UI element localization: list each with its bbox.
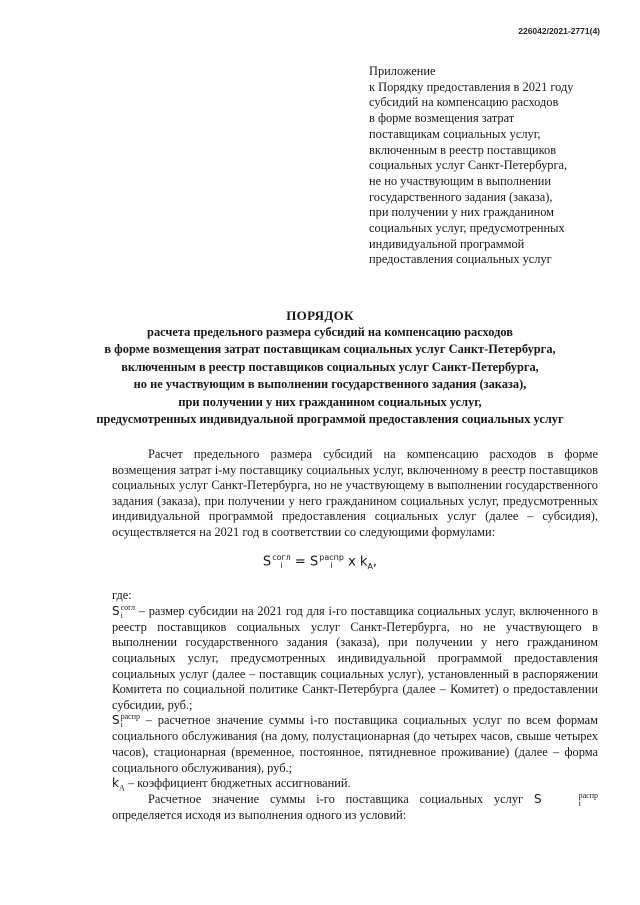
subtitle-line: в форме возмещения затрат поставщикам социальных услуг Санкт-Петербурга,	[104, 342, 556, 357]
subtitle-line: включенным в реестр поставщиков социальных услуг Санкт-Петербурга,	[121, 359, 539, 374]
final-symbol: S	[533, 791, 542, 806]
subtitle-line: предусмотренных индивидуальной программой предоставления социальных услуг	[96, 412, 564, 427]
formula-eq: =	[290, 554, 310, 570]
formula-rhs-sup: распр	[319, 553, 344, 562]
appendix-line: в форме возмещения затрат	[369, 111, 515, 126]
appendix-line: индивидуальной программой	[369, 236, 525, 251]
subtitle-line: при получении у них гражданином социальных услуг,	[178, 394, 482, 409]
formula-coef-sub: A	[367, 562, 373, 572]
def-sogl-sup: согл	[120, 602, 136, 612]
formula-lhs-symbol: S	[262, 554, 272, 570]
final-sub: i	[578, 799, 581, 808]
def-sogl-sub: i	[120, 610, 123, 620]
subtitle-line: но не участвующим в выполнении государственного задания (заказа),	[133, 377, 527, 392]
final-sup: распр	[578, 791, 598, 800]
formula-lhs-sup: согл	[272, 553, 291, 562]
document-subtitle	[60, 324, 600, 428]
intro-block	[112, 447, 598, 541]
appendix-line: государственного задания (заказа),	[369, 189, 553, 204]
formula-times: x	[348, 554, 356, 570]
def-raspr-sub: i	[120, 720, 123, 730]
appendix-header	[369, 64, 619, 268]
appendix-line: субсидий на компенсацию расходов	[369, 95, 559, 110]
main-formula	[0, 554, 640, 570]
final-text-end: определяется исходя из выполнения одного из условий:	[112, 808, 407, 822]
appendix-line: включенным в реестр поставщиков	[369, 142, 557, 157]
def-raspr-symbol: S	[112, 713, 120, 728]
definition-k	[112, 776, 598, 792]
def-raspr-sup: распр	[120, 712, 141, 722]
def-raspr-text: – расчетное значение суммы i-го поставщика социальных услуг по всем формам социального обслуживания (на дому, полустационарная (до четырех часов, свыше четырех часов), стационарная (временное, постоянное, пятидневное проживание) (далее – форма социального обслуживания), руб.;	[112, 713, 598, 775]
where-label: где:	[112, 588, 132, 602]
document-number: 226042/2021-2771(4)	[518, 26, 600, 36]
definition-s-raspr	[112, 713, 598, 776]
def-k-text: – коэффициент бюджетных ассигнований.	[124, 776, 351, 791]
intro-paragraph: Расчет предельного размера субсидий на компенсацию расходов в форме возмещения затрат i-му поставщику социальных услуг, включенному в реестр поставщиков социальных услуг Санкт-Петербурга, но не участвующему в выполнении государственного задания (заказа), при получении у него гражданином социальных услуг, предусмотренных индивидуальной программой предоставления социальных услуг (далее – субсидия), осуществляется на 2021 год в соответствии со следующими формулами:	[112, 447, 598, 539]
definition-s-sogl	[112, 604, 598, 714]
def-k-symbol: k	[112, 776, 119, 791]
subtitle-line: расчета предельного размера субсидий на компенсацию расходов	[147, 325, 513, 339]
def-sogl-text: – размер субсидии на 2021 год для i-го поставщика социальных услуг, включенного в реестр поставщиков социальных услуг Санкт-Петербурга, но не участвующего в выполнении государственного задания (заказа), при получении у него гражданином социальных услуг, предусмотренных индивидуальной программой предоставления социальных услуг (далее – поставщик социальных услуг), установленный в распоряжении Комитета по социальной политике Санкт-Петербурга (далее – Комитет) о предоставлении субсидии, руб.;	[112, 603, 598, 712]
appendix-line: поставщикам социальных услуг,	[369, 126, 541, 141]
formula-lhs-sub: i	[280, 561, 283, 570]
final-paragraph	[112, 792, 598, 824]
appendix-line: предоставления социальных услуг	[369, 252, 552, 267]
document-title: ПОРЯДОК	[286, 308, 354, 323]
formula-rhs-symbol: S	[309, 554, 319, 570]
final-text-start: Расчетное значение суммы i-го поставщика социальных услуг	[148, 791, 534, 806]
appendix-line: при получении у них гражданином	[369, 205, 554, 220]
appendix-line: Приложение	[369, 64, 436, 78]
def-k-sub: A	[118, 783, 125, 793]
appendix-line: социальных услуг Санкт-Петербурга,	[369, 158, 568, 173]
def-sogl-symbol: S	[112, 603, 120, 618]
appendix-line: социальных услуг, предусмотренных	[369, 221, 565, 236]
formula-coef: k	[359, 554, 368, 570]
appendix-line: к Порядку предоставления в 2021 году	[369, 79, 574, 94]
definitions-block	[112, 588, 598, 824]
appendix-line: не но участвующим в выполнении	[369, 173, 551, 188]
formula-end: ,	[372, 554, 378, 570]
formula-rhs-sub: i	[330, 561, 333, 570]
